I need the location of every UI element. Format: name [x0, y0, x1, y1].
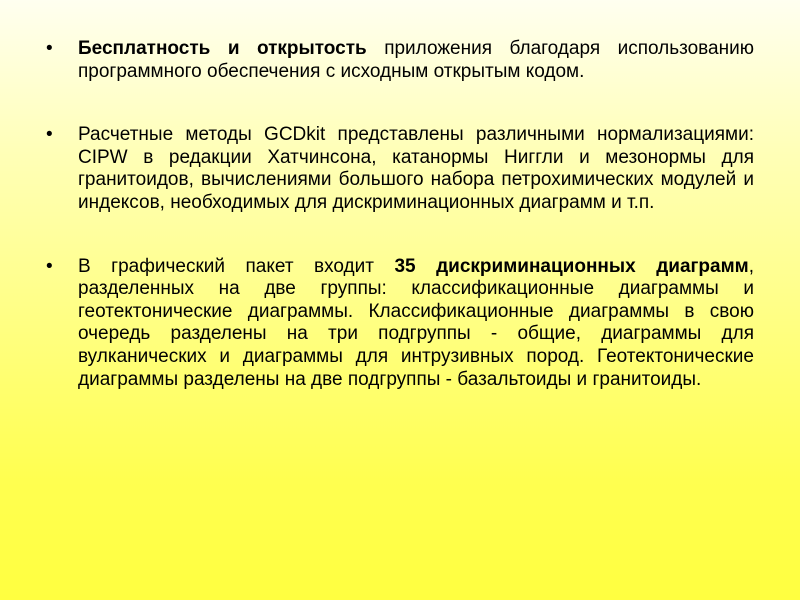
bullet-list — [46, 38, 754, 432]
bullet-item-calc-methods — [46, 124, 754, 214]
bullet-3-bold-text: 35 дискриминационных диаграмм — [394, 255, 749, 277]
bullet-2-text: Расчетные методы GCDkit представлены различными нормализациями: CIPW в редакции Хатчинсона, катанормы Ниггли и мезонормы для гранитоидов, вычислениями большого набора петрохимических модулей и индексов, необходимых для дискриминационных диаграмм и т.п. — [78, 124, 754, 213]
bullet-3-text-end: , разделенных на две группы: классификационные диаграммы и геотектонические диаграммы. Классификационные диаграммы в свою очередь разделены на три подгруппы - общие, диаграммы для вулканических и диаграммы для интрузивных пород. Геотектонические диаграммы разделены на две подгруппы - базальтоиды и гранитоиды. — [78, 255, 754, 390]
bullet-item-free-open — [46, 38, 754, 83]
bullet-marker: • — [46, 124, 53, 146]
bullet-marker: • — [46, 38, 53, 59]
bullet-1-text: приложения благодаря использованию программного обеспечения с исходным открытым кодом. — [78, 38, 754, 82]
bullet-3-text-start: В графический пакет входит — [78, 255, 395, 277]
bullet-1-bold-text: Бесплатность и открытость — [78, 38, 367, 59]
bullet-item-diagrams — [46, 256, 754, 392]
bullet-marker: • — [46, 255, 53, 277]
